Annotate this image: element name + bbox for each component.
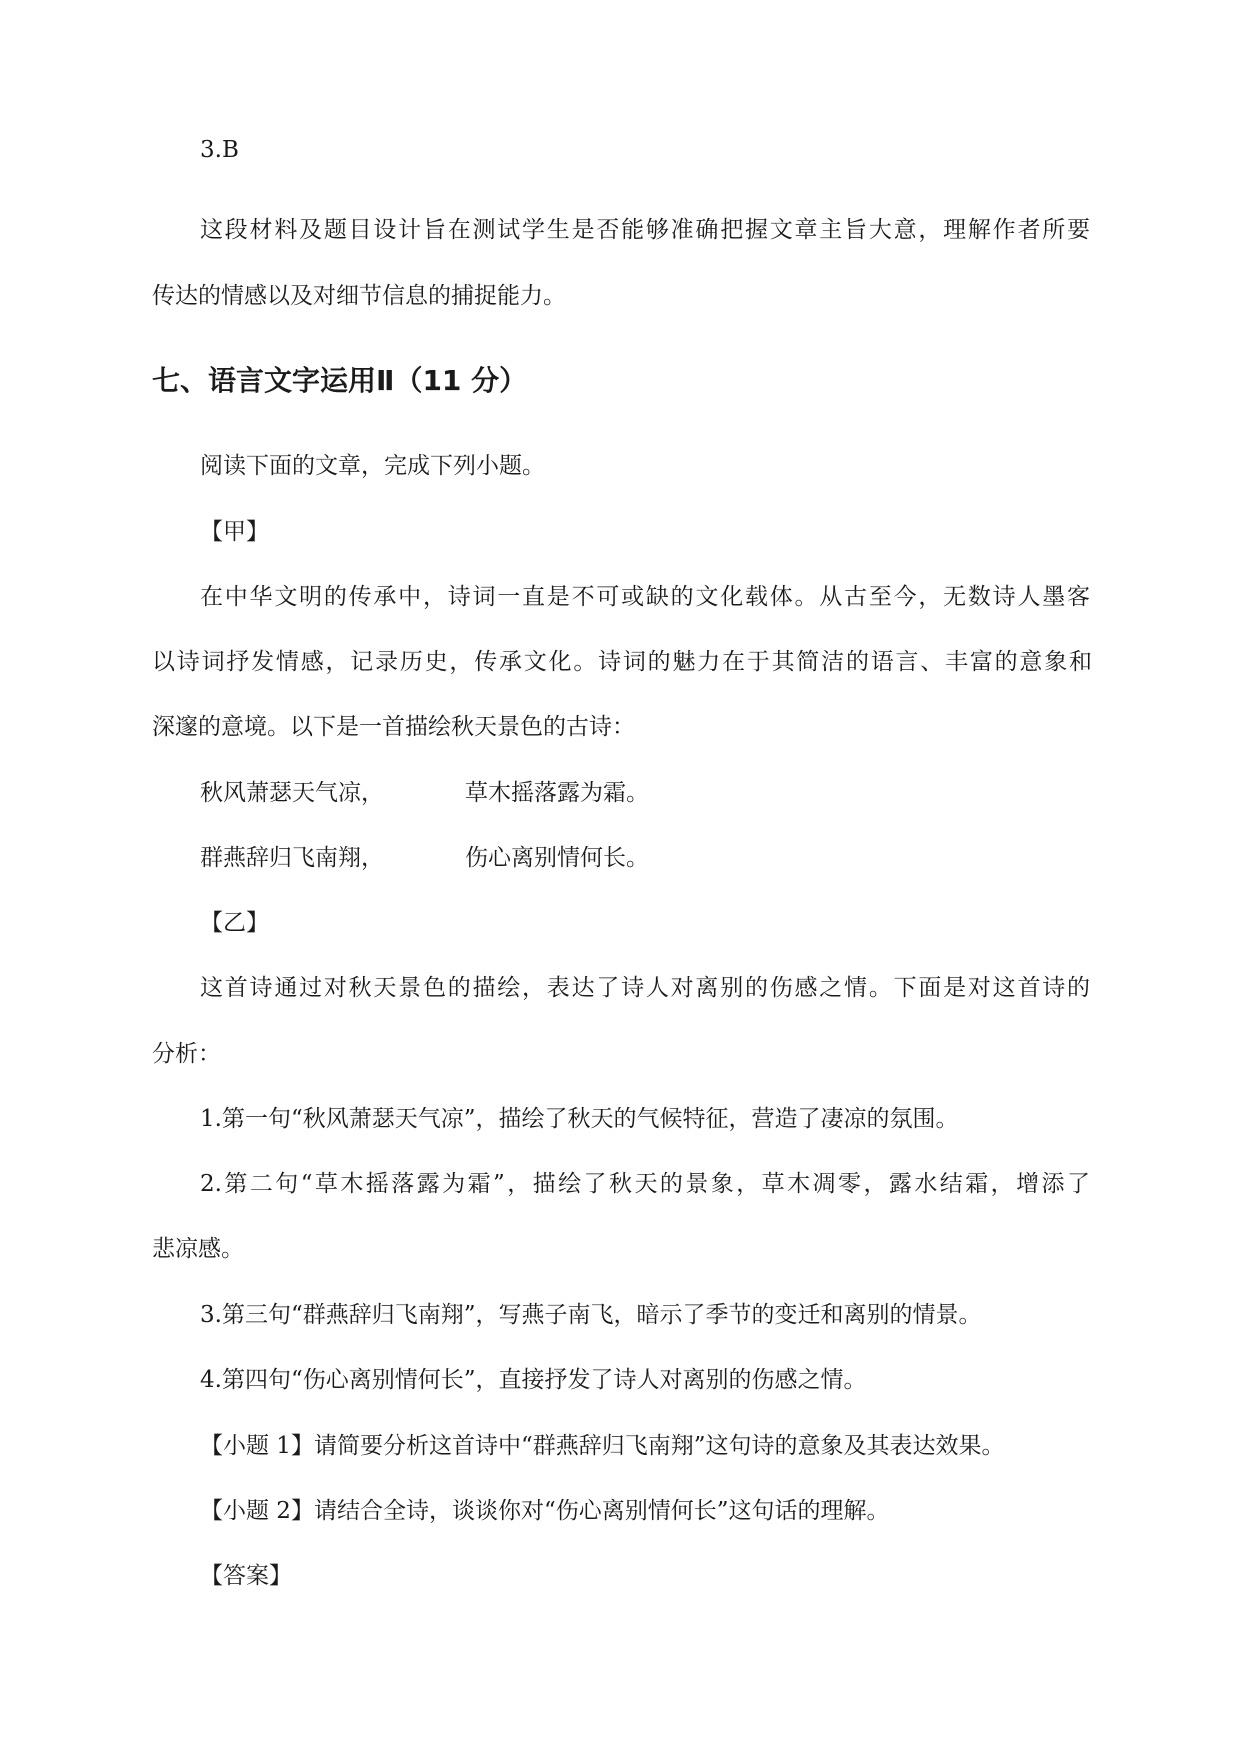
prev-answer-explanation-line-1: 这段材料及题目设计旨在测试学生是否能够准确把握文章主旨大意，理解作者所要 (200, 217, 1090, 243)
part-b-paragraph-line-1: 这首诗通过对秋天景色的描绘，表达了诗人对离别的伤感之情。下面是对这首诗的 (200, 975, 1090, 1001)
section-title: 七、语言文字运用Ⅱ（11 分） (152, 364, 528, 397)
part-a-paragraph-line-1: 在中华文明的传承中，诗词一直是不可或缺的文化载体。从古至今，无数诗人墨客 (200, 584, 1090, 610)
part-a-paragraph-line-2: 以诗词抒发情感，记录历史，传承文化。诗词的魅力在于其简洁的语言、丰富的意象和 (152, 649, 1092, 675)
analysis-point-2-continued: 悲凉感。 (152, 1236, 244, 1262)
analysis-point-4: 4.第四句“伤心离别情何长”，直接抒发了诗人对离别的伤感之情。 (200, 1367, 867, 1393)
poem-line-1-first-half: 秋风萧瑟天气凉， (200, 780, 384, 806)
part-a-label: 【甲】 (200, 519, 269, 545)
poem-line-2-second-half: 伤心离别情何长。 (465, 845, 649, 871)
question-1: 【小题 1】请简要分析这首诗中“群燕辞归飞南翔”这句诗的意象及其表达效果。 (200, 1433, 1005, 1459)
analysis-point-3: 3.第三句“群燕辞归飞南翔”，写燕子南飞，暗示了季节的变迁和离别的情景。 (200, 1302, 982, 1328)
analysis-point-1: 1.第一句“秋风萧瑟天气凉”，描绘了秋天的气候特征，营造了凄凉的氛围。 (200, 1106, 959, 1132)
section-instruction: 阅读下面的文章，完成下列小题。 (200, 453, 545, 479)
poem-line-2-first-half: 群燕辞归飞南翔， (200, 845, 384, 871)
prev-answer-explanation-line-2: 传达的情感以及对细节信息的捕捉能力。 (152, 283, 566, 309)
part-b-paragraph-line-2: 分析： (152, 1041, 221, 1067)
answer-label: 【答案】 (200, 1563, 292, 1589)
prev-answer-label: 3.B (200, 137, 239, 163)
part-b-label: 【乙】 (200, 910, 269, 936)
analysis-point-2: 2.第二句“草木摇落露为霜”，描绘了秋天的景象，草木凋零，露水结霜，增添了 (200, 1171, 1090, 1197)
poem-line-1-second-half: 草木摇落露为霜。 (465, 780, 649, 806)
question-2: 【小题 2】请结合全诗，谈谈你对“伤心离别情何长”这句话的理解。 (200, 1498, 890, 1524)
part-a-paragraph-line-3: 深邃的意境。以下是一首描绘秋天景色的古诗： (152, 714, 635, 740)
